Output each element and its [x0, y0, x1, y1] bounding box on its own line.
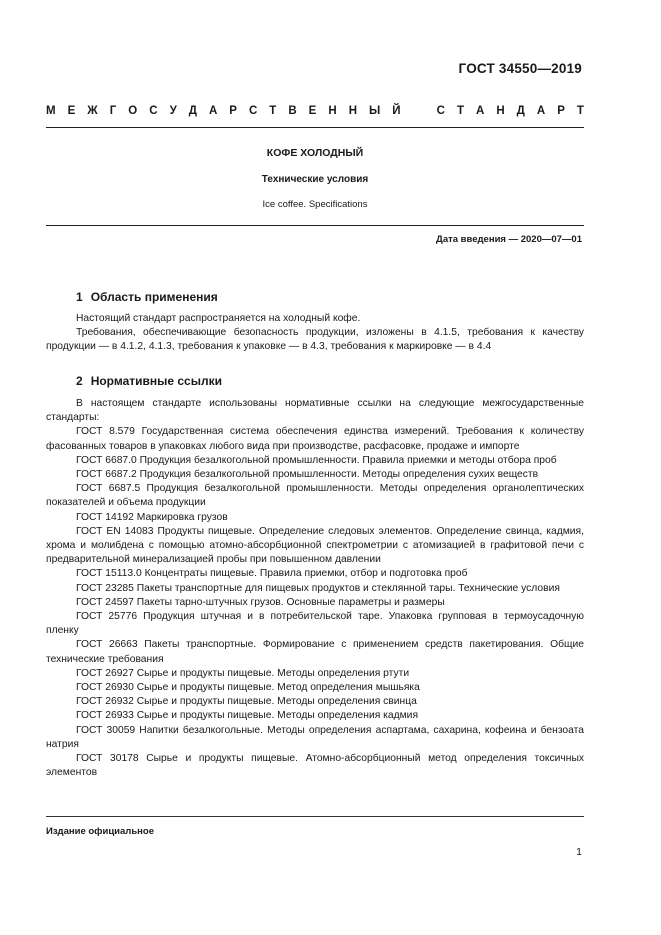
banner-letter: Н [348, 105, 357, 117]
title-divider [46, 225, 584, 226]
banner-letter: Т [456, 105, 464, 117]
banner-letter: Г [109, 105, 117, 117]
section-title: Область применения [90, 290, 218, 304]
reference-item: ГОСТ 26932 Сырье и продукты пищевые. Методы определения свинца [76, 696, 417, 708]
reference-item: ГОСТ 30178 Сырье и продукты пищевые. Атомно-абсорбционный метод определения токсичных элементов [46, 753, 584, 779]
gost-number: ГОСТ 34550—2019 [458, 61, 582, 76]
paragraph: Настоящий стандарт распространяется на холодный кофе. [76, 313, 361, 324]
document-subtitle: Технические условия [261, 174, 369, 185]
reference-item: ГОСТ 14192 Маркировка грузов [76, 511, 228, 523]
banner-letter: У [169, 105, 177, 117]
banner-letter: Н [328, 105, 337, 117]
banner-letter: Т [269, 105, 277, 117]
banner-letter: А [475, 105, 485, 117]
reference-item: ГОСТ 6687.2 Продукция безалкогольной промышленности. Методы определения сухих веществ [76, 469, 539, 481]
official-edition-label: Издание официальное [46, 826, 154, 837]
banner-letter: Ж [87, 105, 98, 117]
reference-item: ГОСТ 26663 Пакеты транспортные. Формирование с применением средств пакетирования. Общие технические требования [46, 639, 584, 665]
introduction-date: Дата введения — 2020—07—01 [436, 234, 582, 245]
reference-item: ГОСТ 23285 Пакеты транспортные для пищевых продуктов и стеклянной тары. Технические условия [76, 582, 560, 594]
reference-item: ГОСТ 26927 Сырье и продукты пищевые. Методы определения ртути [76, 667, 410, 679]
banner-letter: Р [229, 105, 237, 117]
paragraph: В настоящем стандарте использованы нормативные ссылки на следующие межгосударственные стандарты: [46, 398, 584, 424]
english-title: Ice coffee. Specifications [262, 199, 368, 210]
reference-item: ГОСТ 8.579 Государственная система обеспечения единства измерений. Требования к количеству фасованных товаров в упаковках любого вида при производстве, расфасовке, продаже и импорте [46, 426, 584, 452]
banner-letter: Й [392, 105, 401, 117]
banner-letter: С [149, 105, 158, 117]
footer-divider [46, 816, 584, 817]
banner-letter: А [536, 105, 546, 117]
banner-letter: О [128, 105, 138, 117]
reference-item: ГОСТ 30059 Напитки безалкогольные. Методы определения аспартама, сахарина, кофеина и бензоата натрия [46, 724, 584, 750]
section-title: Нормативные ссылки [90, 374, 222, 388]
banner-letter: Д [516, 105, 525, 117]
banner-letter: А [208, 105, 218, 117]
reference-item: ГОСТ 6687.0 Продукция безалкогольной промышленности. Правила приемки и методы отбора проб [76, 454, 557, 466]
banner-letter: Р [557, 105, 565, 117]
reference-item: ГОСТ 26930 Сырье и продукты пищевые. Метод определения мышьяка [76, 682, 420, 694]
reference-item: ГОСТ EN 14083 Продукты пищевые. Определение следовых элементов. Определение свинца, кадмия, хрома и молибдена с помощью атомно-абсорбционной спектрометрии с атомизацией в графитовой печи с предварительной минерализацией пробы при повышенном давлении [46, 525, 584, 566]
banner-letter: Н [496, 105, 505, 117]
section-2-body [46, 397, 584, 780]
reference-item: ГОСТ 25776 Продукция штучная и в потребительской таре. Упаковка групповая в термоусадочную пленку [46, 611, 584, 637]
document-title: КОФЕ ХОЛОДНЫЙ [266, 147, 364, 159]
banner-letter: Д [188, 105, 197, 117]
section-2-heading [76, 374, 222, 388]
reference-item: ГОСТ 15113.0 Концентраты пищевые. Правила приемки, отбор и подготовка проб [76, 568, 468, 580]
banner-letter: Ы [369, 105, 381, 117]
interstate-standard-banner [46, 105, 584, 117]
banner-letter: Е [67, 105, 76, 117]
paragraph: Требования, обеспечивающие безопасность продукции, изложены в 4.1.5, требования к качеству продукции — в 4.1.2, 4.1.3, требования к упаковке — в 4.3, требования к маркировке — в 4.4 [46, 327, 584, 353]
section-number: 2 [76, 374, 83, 388]
banner-letter: С [248, 105, 258, 117]
section-1-heading [76, 290, 218, 304]
page-number: 1 [576, 846, 582, 858]
banner-letter: С [436, 105, 445, 117]
banner-letter: В [288, 105, 297, 117]
reference-item: ГОСТ 6687.5 Продукция безалкогольной промышленности. Методы определения органолептических показателей и объема продукции [46, 483, 584, 509]
section-number: 1 [76, 290, 83, 304]
banner-letter: Е [308, 105, 317, 117]
banner-letter: М [46, 105, 56, 117]
reference-item: ГОСТ 26933 Сырье и продукты пищевые. Методы определения кадмия [76, 710, 419, 722]
section-1-body [46, 312, 584, 355]
reference-item: ГОСТ 24597 Пакеты тарно-штучных грузов. Основные параметры и размеры [76, 596, 445, 608]
header-divider [46, 127, 584, 128]
banner-letter: Т [576, 105, 584, 117]
